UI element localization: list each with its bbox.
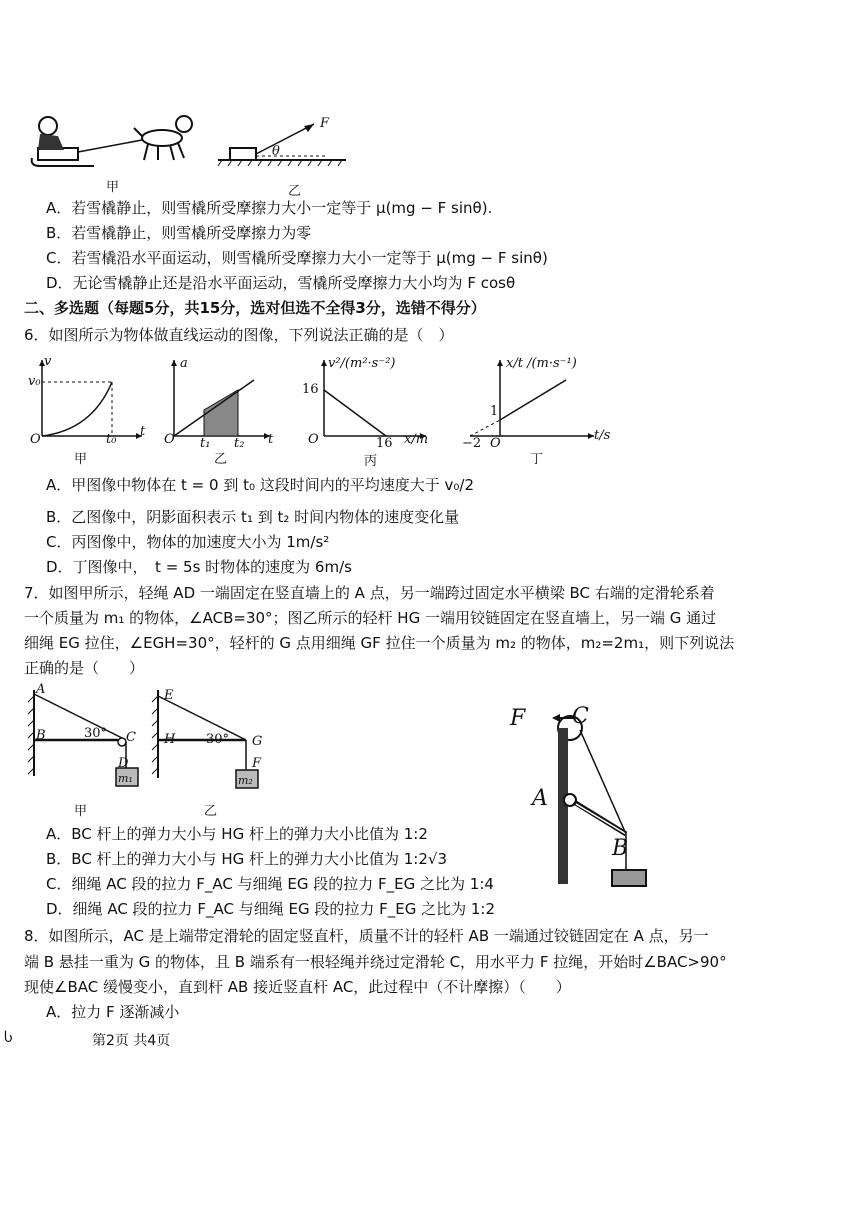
q6-ding-ylabel: x/t /(m·s⁻¹) [506, 356, 577, 371]
q5-angle-label: θ [272, 144, 280, 159]
q6-yi-t2: t₂ [234, 436, 245, 451]
q6-yi-caption: 乙 [214, 452, 228, 467]
q5-fig-yi-caption: 乙 [288, 184, 302, 199]
q6-ding-xlabel: t/s [594, 428, 611, 443]
q6-jia-t0: t₀ [106, 432, 117, 447]
q6-option-a: A．甲图像中物体在 t = 0 到 t₀ 这段时间内的平均速度大于 v₀/2 [46, 476, 475, 494]
q7-jia-angle: 30° [84, 726, 108, 741]
q7-option-b: B．BC 杆上的弹力大小与 HG 杆上的弹力大小比值为 1:2√3 [46, 850, 448, 868]
q8-option-a: A．拉力 F 逐渐减小 [46, 1003, 180, 1021]
q7-jia-caption: 甲 [74, 804, 88, 819]
q6-bing-xlabel: x/m [404, 432, 429, 447]
q6-stem: 6．如图所示为物体做直线运动的图像，下列说法正确的是（ ） [24, 326, 454, 344]
q6-jia-origin: O [30, 432, 41, 447]
q8-fig-A: A [532, 786, 548, 811]
q8-stem-line-1: 8．如图所示，AC 是上端带定滑轮的固定竖直杆，质量不计的轻杆 AB 一端通过铰链固定在 A 点，另一 [24, 927, 709, 945]
q6-ding-ytick: 1 [490, 404, 499, 419]
block-force-figure [218, 118, 358, 170]
q5-force-label: F [320, 116, 330, 131]
q7-jia-A: A [36, 682, 46, 697]
q6-bing-ylabel: v²/(m²·s⁻²) [328, 356, 396, 371]
footer-mark: Ⴑ [4, 1030, 13, 1046]
q8-fig-C: C [572, 704, 589, 729]
q6-option-b: B．乙图像中，阴影面积表示 t₁ 到 t₂ 时间内物体的速度变化量 [46, 508, 460, 526]
q7-yi-caption: 乙 [204, 804, 218, 819]
q8-fig-F: F [510, 706, 526, 731]
q7-yi-F: F [252, 756, 262, 771]
sled-dog-figure [24, 110, 204, 170]
q7-yi-E: E [164, 688, 174, 703]
q8-stem-line-2: 端 B 悬挂一重为 G 的物体，且 B 端系有一根轻绳并绕过定滑轮 C，用水平力 F 拉绳，开始时∠BAC>90° [24, 953, 727, 971]
q7-stem-line-3: 细绳 EG 拉住，∠EGH=30°，轻杆的 G 点用细绳 GF 拉住一个质量为 m₂ 的物体，m₂=2m₁，则下列说法 [24, 634, 735, 652]
q7-option-c: C．细绳 AC 段的拉力 F_AC 与细绳 EG 段的拉力 F_EG 之比为 1:4 [46, 875, 494, 893]
q6-bing-xtick: 16 [376, 436, 393, 451]
q6-bing-caption: 丙 [364, 454, 378, 469]
q6-ding-caption: 丁 [530, 452, 544, 467]
q5-option-c: C．若雪橇沿水平面运动，则雪橇所受摩擦力大小一定等于 μ(mg − F sinθ) [46, 249, 548, 267]
q5-option-a: A．若雪橇静止，则雪橇所受摩擦力大小一定等于 μ(mg − F sinθ). [46, 199, 493, 217]
q6-jia-xlabel: t [140, 424, 146, 439]
q7-jia-C: C [126, 730, 136, 745]
q5-option-d: D．无论雪橇静止还是沿水平面运动，雪橇所受摩擦力大小均为 F cosθ [46, 274, 516, 292]
q6-ding-origin: O [490, 436, 501, 451]
q7-stem-line-2: 一个质量为 m₁ 的物体，∠ACB=30°；图乙所示的轻杆 HG 一端用铰链固定在竖直墙上，另一端 G 通过 [24, 609, 717, 627]
q7-stem-line-4: 正确的是（ ） [24, 659, 145, 677]
q8-stem-line-3: 现使∠BAC 缓慢变小，直到杆 AB 接近竖直杆 AC，此过程中（不计摩擦）（ ） [24, 978, 571, 996]
q6-jia-ylabel: v [44, 354, 52, 369]
q6-bing-origin: O [308, 432, 319, 447]
q6-option-d: D．丁图像中， t = 5s 时物体的速度为 6m/s [46, 558, 352, 576]
q6-yi-origin: O [164, 432, 175, 447]
q6-yi-xlabel: t [268, 432, 274, 447]
q6-graph-jia [30, 356, 150, 446]
q6-jia-caption: 甲 [74, 452, 88, 467]
q7-yi-angle: 30° [206, 732, 230, 747]
q7-yi-H: H [164, 732, 176, 747]
q7-yi-mass: m₂ [238, 774, 253, 787]
section-2-title: 二、多选题（每题5分，共15分，选对但选不全得3分，选错不得分） [24, 299, 486, 317]
q7-jia-B: B [36, 728, 46, 743]
q6-yi-t1: t₁ [200, 436, 211, 451]
q5-option-b: B．若雪橇静止，则雪橇所受摩擦力为零 [46, 224, 312, 242]
q7-option-d: D．细绳 AC 段的拉力 F_AC 与细绳 EG 段的拉力 F_EG 之比为 1:2 [46, 900, 496, 918]
q7-stem-line-1: 7．如图甲所示，轻绳 AD 一端固定在竖直墙上的 A 点，另一端跨过固定水平横梁 BC 右端的定滑轮系着 [24, 584, 715, 602]
q6-bing-ytick: 16 [302, 382, 319, 397]
q7-jia-D: D [118, 756, 129, 771]
q7-jia-mass: m₁ [118, 772, 133, 785]
q7-option-a: A．BC 杆上的弹力大小与 HG 杆上的弹力大小比值为 1:2 [46, 825, 428, 843]
page-number: 第2页 共4页 [92, 1033, 171, 1049]
q6-yi-ylabel: a [180, 356, 188, 371]
q6-jia-v0: v₀ [28, 374, 41, 389]
q6-option-c: C．丙图像中，物体的加速度大小为 1m/s² [46, 533, 330, 551]
q7-yi-G: G [252, 734, 263, 749]
q8-fig-B: B [612, 836, 629, 861]
q5-fig-jia-caption: 甲 [106, 180, 120, 195]
q6-ding-xtick: −2 [462, 436, 482, 451]
